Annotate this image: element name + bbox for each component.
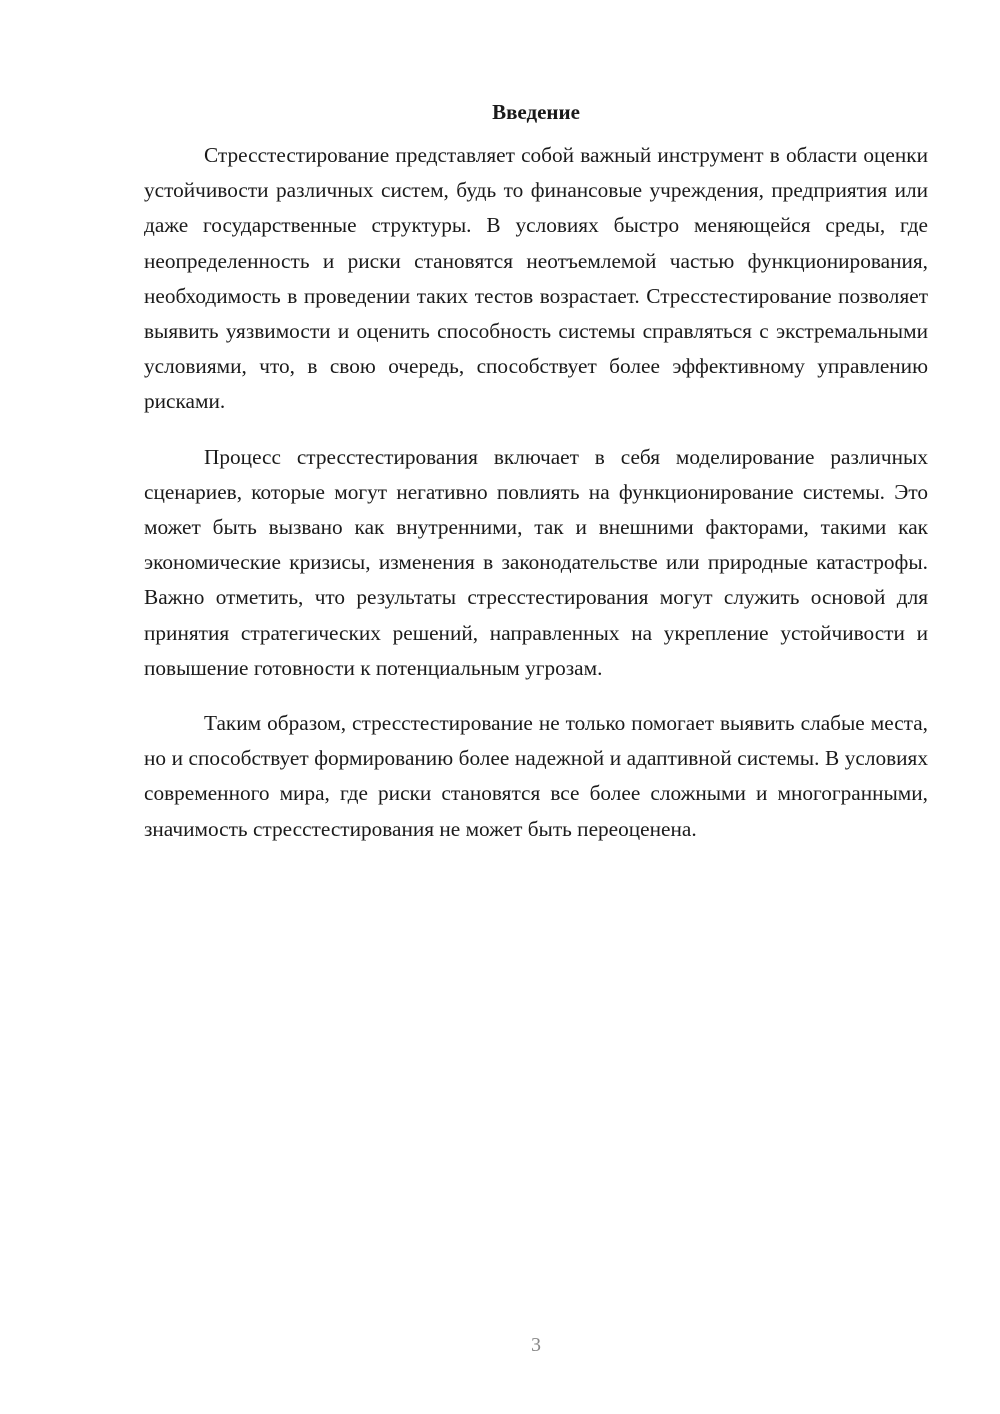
paragraph-1: Стресстестирование представляет собой важный инструмент в области оценки устойчивости различных систем, будь то финансовые учреждения, предприятия или даже государственные структуры. В условиях быстро меняющейся среды, где неопределенность и риски становятся неотъемлемой частью функционирования, необходимость в проведении таких тестов возрастает. Стресстестирование позволяет выявить уязвимости и оценить способность системы справляться с экстремальными условиями, что, в свою очередь, способствует более эффективному управлению рисками. bbox=[144, 143, 928, 414]
page-content bbox=[144, 96, 928, 867]
page-number: 3 bbox=[531, 1334, 541, 1356]
paragraph-2: Процесс стресстестирования включает в себя моделирование различных сценариев, которые могут негативно повлиять на функционирование системы. Это может быть вызвано как внутренними, так и внешними факторами, такими как экономические кризисы, изменения в законодательстве или природные катастрофы. Важно отметить, что результаты стресстестирования могут служить основой для принятия стратегических решений, направленных на укрепление устойчивости и повышение готовности к потенциальным угрозам. bbox=[144, 444, 928, 680]
section-heading: Введение bbox=[492, 100, 580, 124]
paragraph-3: Таким образом, стресстестирование не только помогает выявить слабые места, но и способствует формированию более надежной и адаптивной системы. В условиях современного мира, где риски становятся все более сложными и многогранными, значимость стресстестирования не может быть переоценена. bbox=[144, 711, 928, 841]
